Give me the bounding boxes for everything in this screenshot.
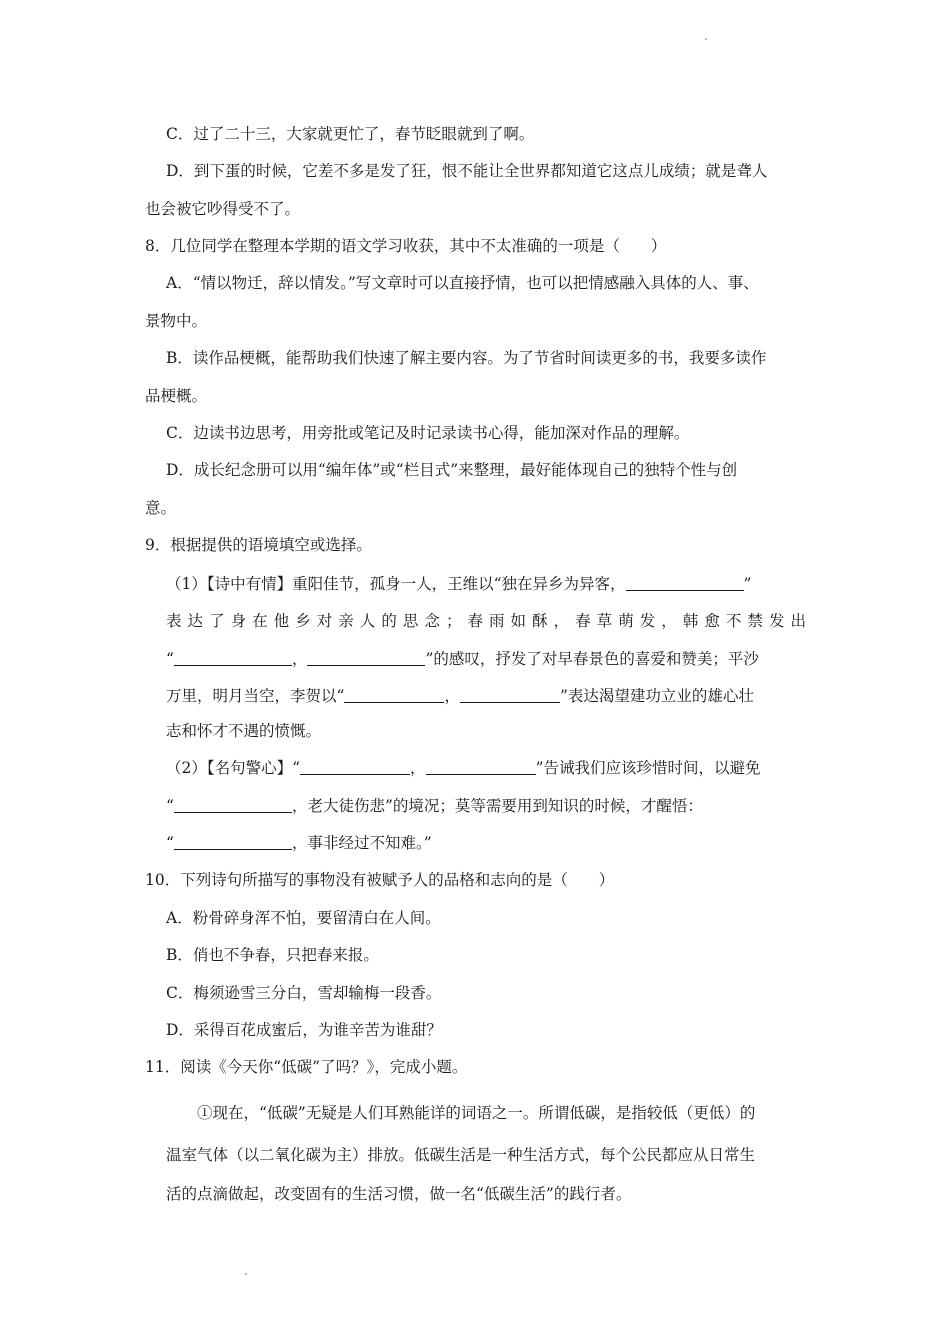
q8-option-b-line2: 品梗概。 <box>145 387 208 405</box>
q10-option-d: D．采得百花成蜜后，为谁辛苦为谁甜？ <box>166 1021 442 1039</box>
q8-option-a-line1: A．“情以物迁，辞以情发。”写文章时可以直接抒情，也可以把情感融入具体的人、事、 <box>166 274 759 292</box>
text-segment: ，事非经过不知难。” <box>291 834 432 852</box>
text-segment: “ <box>166 797 174 815</box>
fill-blank[interactable] <box>307 649 425 666</box>
text-segment: ”的感叹，抒发了对早春景色的喜爱和赞美；平沙 <box>425 650 759 668</box>
text-segment: “ <box>166 834 174 852</box>
q9-part1-line2: 表达了身在他乡对亲人的思念；春雨如酥，春草萌发，韩愈不禁发出 <box>166 612 806 630</box>
text-segment: ”告诫我们应该珍惜时间，以避免 <box>535 759 761 777</box>
q11-passage-line3: 活的点滴做起，改变固有的生活习惯，做一名“低碳生活”的践行者。 <box>166 1185 632 1203</box>
q11-passage-line1: ①现在，“低碳”无疑是人们耳熟能详的词语之一。所谓低碳，是指较低（更低）的 <box>197 1104 756 1122</box>
fill-blank[interactable] <box>626 574 744 591</box>
page-speck <box>705 38 707 40</box>
q8-option-d-line1: D．成长纪念册可以用“编年体”或“栏目式”来整理，最好能体现自己的独特个性与创 <box>166 461 738 479</box>
q8-option-c: C．边读书边思考，用旁批或笔记及时记录读书心得，能加深对作品的理解。 <box>166 424 690 442</box>
text-segment: （2）【名句警心】“ <box>166 759 301 777</box>
q10-stem: 10．下列诗句所描写的事物没有被赋予人的品格和志向的是（ ） <box>145 871 615 889</box>
q9-stem: 9．根据提供的语境填空或选择。 <box>145 536 372 554</box>
q9-part1-line4 <box>166 685 754 707</box>
text-segment: ” <box>743 575 752 593</box>
q8-stem: 8．几位同学在整理本学期的语文学习收获，其中不太准确的一项是（ ） <box>145 237 667 255</box>
q10-option-c: C．梅须逊雪三分白，雪却输梅一段香。 <box>166 984 442 1002</box>
q11-passage-line2: 温室气体（以二氧化碳为主）排放。低碳生活是一种生活方式，每个公民都应从日常生 <box>166 1146 756 1164</box>
q9-part1-line5: 志和怀才不遇的愤慨。 <box>166 722 322 740</box>
q9-part2-line2 <box>166 795 703 817</box>
text-segment: ， <box>444 687 460 705</box>
fill-blank[interactable] <box>174 649 292 666</box>
page-speck <box>245 1273 247 1275</box>
q7-option-d-line2: 也会被它吵得受不了。 <box>145 200 301 218</box>
q9-part1-line3 <box>166 648 759 670</box>
q9-part2-line1 <box>166 757 761 779</box>
fill-blank[interactable] <box>174 833 292 850</box>
q8-option-d-line2: 意。 <box>145 499 177 517</box>
fill-blank[interactable] <box>344 686 444 703</box>
q9-part1-line1 <box>166 573 751 595</box>
text-segment: “ <box>166 650 174 668</box>
q10-option-a: A．粉骨碎身浑不怕，要留清白在人间。 <box>166 909 441 927</box>
text-segment: 万里，明月当空，李贺以“ <box>166 687 345 705</box>
q9-part2-line3 <box>166 832 432 854</box>
text-segment: （1）【诗中有情】重阳佳节，孤身一人，王维以“独在异乡为异客， <box>166 575 626 593</box>
fill-blank[interactable] <box>460 686 560 703</box>
q7-option-d-line1: D．到下蛋的时候，它差不多是发了狂，恨不能让全世界都知道它这点儿成绩；就是聋人 <box>166 162 768 180</box>
text-segment: ， <box>410 759 426 777</box>
q10-option-b: B．俏也不争春，只把春来报。 <box>166 946 379 964</box>
text-segment: ， <box>291 650 308 668</box>
q11-stem: 11．阅读《今天你“低碳”了吗？》，完成小题。 <box>145 1058 468 1076</box>
q7-option-c: C．过了二十三，大家就更忙了，春节眨眼就到了啊。 <box>166 125 535 143</box>
fill-blank[interactable] <box>300 758 410 775</box>
text-segment: ，老大徒伤悲”的境况；莫等需要用到知识的时候，才醒悟： <box>291 797 703 815</box>
q8-option-b-line1: B．读作品梗概，能帮助我们快速了解主要内容。为了节省时间读更多的书，我要多读作 <box>166 349 767 367</box>
text-segment: ”表达渴望建功立业的雄心壮 <box>559 687 754 705</box>
fill-blank[interactable] <box>174 796 292 813</box>
q8-option-a-line2: 景物中。 <box>145 312 208 330</box>
fill-blank[interactable] <box>426 758 536 775</box>
